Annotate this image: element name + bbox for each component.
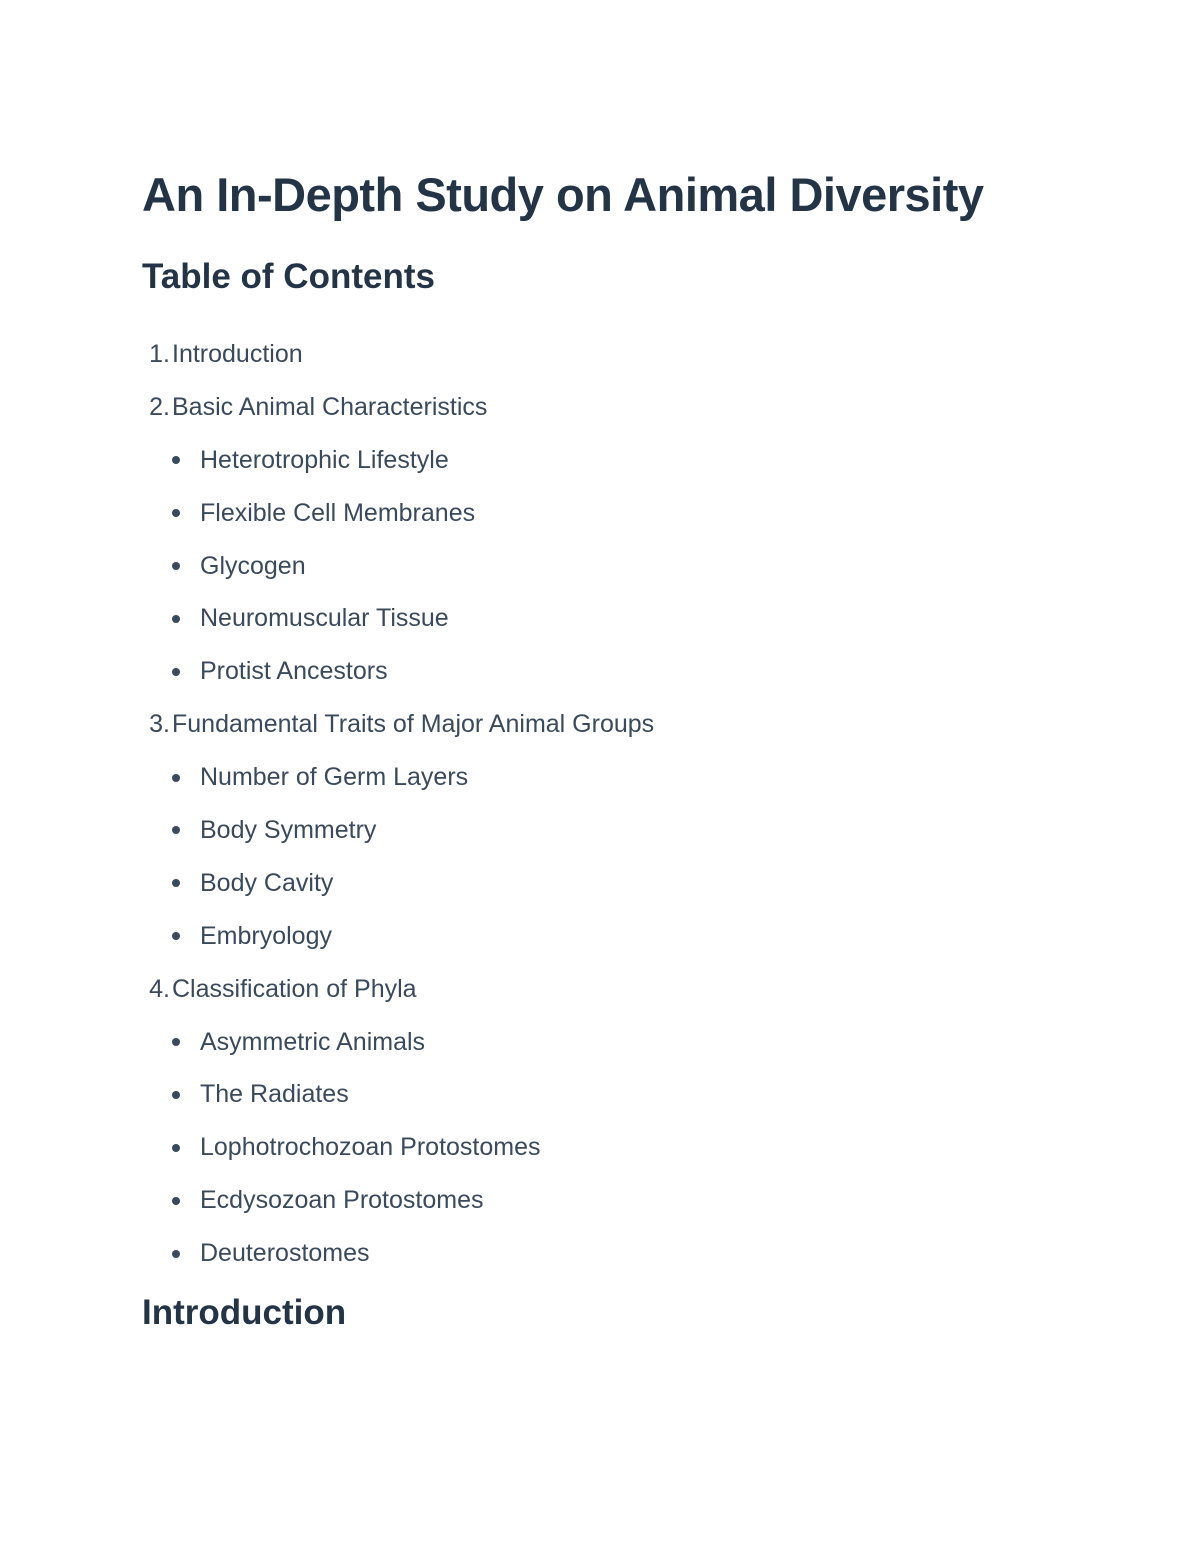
table-of-contents xyxy=(142,328,654,1280)
toc-subitem[interactable] xyxy=(142,1121,654,1174)
toc-subitem-label: Flexible Cell Membranes xyxy=(200,498,476,527)
toc-subitem-label: The Radiates xyxy=(200,1080,349,1109)
toc-item-number: 2. xyxy=(149,392,170,421)
bullet-icon xyxy=(172,562,180,570)
section-heading-introduction: Introduction xyxy=(142,1293,347,1332)
toc-item-label: Introduction xyxy=(172,339,303,368)
toc-subitem[interactable] xyxy=(142,487,654,540)
bullet-icon xyxy=(172,826,180,834)
bullet-icon xyxy=(172,1144,180,1152)
toc-subitem-label: Asymmetric Animals xyxy=(200,1027,426,1056)
toc-subitem-label: Protist Ancestors xyxy=(200,657,388,686)
toc-subitem-label: Ecdysozoan Protostomes xyxy=(200,1186,484,1215)
toc-subitem-label: Heterotrophic Lifestyle xyxy=(200,445,449,474)
toc-subitem[interactable] xyxy=(142,592,654,645)
toc-item[interactable] xyxy=(142,698,654,751)
toc-subitem-label: Body Cavity xyxy=(200,868,334,897)
toc-subitem[interactable] xyxy=(142,1227,654,1280)
document-title: An In-Depth Study on Animal Diversity xyxy=(142,168,984,221)
toc-item-label: Fundamental Traits of Major Animal Groups xyxy=(172,710,655,739)
toc-subitem-label: Neuromuscular Tissue xyxy=(200,604,449,633)
toc-subitem-label: Glycogen xyxy=(200,551,306,580)
bullet-icon xyxy=(172,1091,180,1099)
toc-subitem[interactable] xyxy=(142,857,654,910)
toc-subitem-label: Body Symmetry xyxy=(200,815,377,844)
toc-subitem-label: Embryology xyxy=(200,921,332,950)
toc-subitem[interactable] xyxy=(142,1016,654,1069)
toc-subitem[interactable] xyxy=(142,804,654,857)
toc-item[interactable] xyxy=(142,963,654,1016)
bullet-icon xyxy=(172,668,180,676)
toc-item-label: Basic Animal Characteristics xyxy=(172,392,488,421)
bullet-icon xyxy=(172,1038,180,1046)
bullet-icon xyxy=(172,615,180,623)
toc-item-label: Classification of Phyla xyxy=(172,974,417,1003)
toc-subitem[interactable] xyxy=(142,1174,654,1227)
toc-item-number: 3. xyxy=(149,710,170,739)
toc-subitem[interactable] xyxy=(142,910,654,963)
toc-subitem[interactable] xyxy=(142,540,654,593)
toc-subitem-label: Deuterostomes xyxy=(200,1239,370,1268)
toc-subitem[interactable] xyxy=(142,645,654,698)
toc-item-number: 1. xyxy=(149,339,170,368)
bullet-icon xyxy=(172,879,180,887)
toc-subitem[interactable] xyxy=(142,1068,654,1121)
toc-item-number: 4. xyxy=(149,974,170,1003)
toc-heading: Table of Contents xyxy=(142,257,435,296)
bullet-icon xyxy=(172,932,180,940)
toc-item[interactable] xyxy=(142,381,654,434)
toc-subitem-label: Number of Germ Layers xyxy=(200,763,469,792)
toc-subitem[interactable] xyxy=(142,751,654,804)
toc-subitem-label: Lophotrochozoan Protostomes xyxy=(200,1133,541,1162)
bullet-icon xyxy=(172,1250,180,1258)
bullet-icon xyxy=(172,774,180,782)
bullet-icon xyxy=(172,509,180,517)
toc-item[interactable] xyxy=(142,328,654,381)
bullet-icon xyxy=(172,456,180,464)
toc-subitem[interactable] xyxy=(142,434,654,487)
bullet-icon xyxy=(172,1197,180,1205)
